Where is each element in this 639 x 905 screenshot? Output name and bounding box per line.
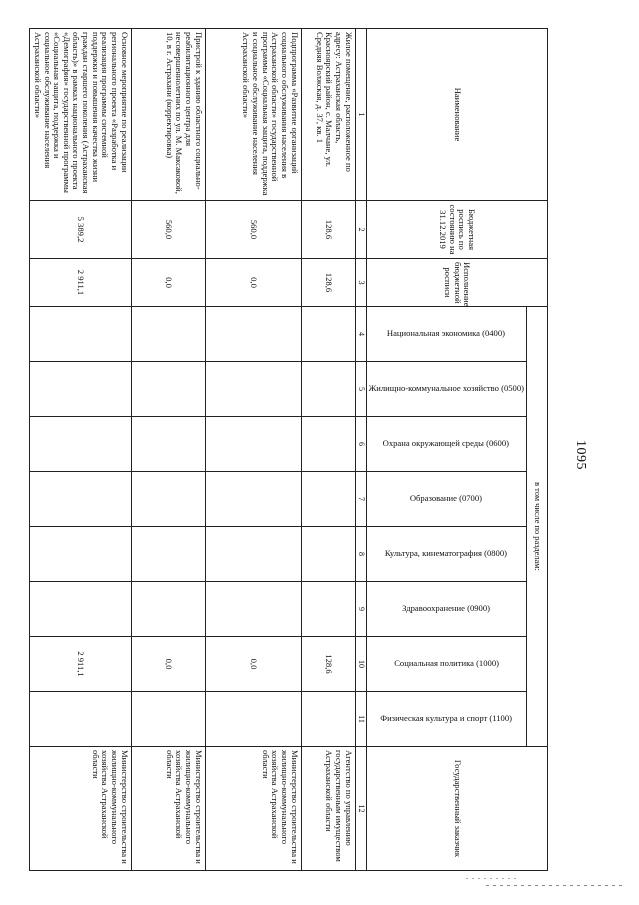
row-cell-0400 (205, 307, 301, 362)
row-execution: 2 911,1 (30, 259, 131, 307)
scan-artifact (466, 878, 516, 879)
header-section-0900-text: Здравоохранение (0900) (402, 603, 491, 614)
row-social: 128,6 (301, 637, 355, 692)
column-number: 6 (355, 417, 366, 472)
row-cell-0500 (205, 362, 301, 417)
row-cell-1100 (205, 692, 301, 747)
header-section-1100-text: Физическая культура и спорт (1100) (380, 713, 513, 724)
header-section-0800 (366, 527, 526, 582)
row-name: Основное мероприятие по реализации регионального проекта «Разработка и реализация программы системной поддержки и повышения качества жизни граждан старшего поколения (Астраханская область)» в рамках национального проекта «Демография» государственной программы «Социальная защита, поддержка и социальное обслуживание населения Астраханской области» (30, 29, 131, 201)
row-execution: 0,0 (205, 259, 301, 307)
column-number: 4 (355, 307, 366, 362)
column-number-row (355, 29, 366, 871)
budget-table (29, 28, 548, 871)
header-name: Наименование (366, 29, 547, 201)
row-cell-0600 (301, 417, 355, 472)
header-section-0400 (366, 307, 526, 362)
row-cell-1100 (131, 692, 205, 747)
header-section-0800-text: Культура, кинематография (0800) (385, 548, 508, 559)
row-cell-0400 (30, 307, 131, 362)
row-social: 0,0 (131, 637, 205, 692)
column-number: 11 (355, 692, 366, 747)
row-cell-0800 (30, 527, 131, 582)
row-cell-0500 (30, 362, 131, 417)
header-section-1000 (366, 637, 526, 692)
row-cell-0700 (205, 472, 301, 527)
row-cell-0700 (131, 472, 205, 527)
table-row (131, 29, 205, 871)
row-cell-0700 (30, 472, 131, 527)
rotated-table-container (32, 28, 548, 870)
header-section-0700 (366, 472, 526, 527)
row-customer: Министерство строительства и жилищно-коммунального хозяйства Астраханской области (131, 747, 205, 871)
header-row-1 (527, 29, 548, 871)
header-budget: Бюджетная роспись по состоянию на 31.12.2019 (366, 201, 547, 259)
header-execution: Исполнение бюджетной росписи (366, 259, 547, 307)
header-section-0900 (366, 582, 526, 637)
row-cell-0800 (205, 527, 301, 582)
row-name: Подпрограмма «Развитие организаций социального обслуживания населения в Астраханской области» государственной программы «Социальная защита, поддержка и социальное обслуживание населения Астраханской области» (205, 29, 301, 201)
row-cell-0800 (131, 527, 205, 582)
row-name: Пристрой к зданию областного социально-реабилитационного центра для несовершеннолетних по ул. М. Максаковой, 10, в г. Астрахани (корректировка) (131, 29, 205, 201)
column-number: 8 (355, 527, 366, 582)
row-budget: 560,0 (205, 201, 301, 259)
row-cell-0900 (301, 582, 355, 637)
header-section-0600-text: Охрана окружающей среды (0600) (383, 438, 510, 449)
column-number: 9 (355, 582, 366, 637)
row-cell-0900 (30, 582, 131, 637)
row-budget: 128,6 (301, 201, 355, 259)
row-social: 2 911,1 (30, 637, 131, 692)
header-sections-group: в том числе по разделам: (527, 307, 548, 747)
column-number: 1 (355, 29, 366, 201)
row-budget: 5 389,2 (30, 201, 131, 259)
row-cell-0600 (205, 417, 301, 472)
table-row (301, 29, 355, 871)
row-customer: Министерство строительства и жилищно-коммунального хозяйства Астраханской области (205, 747, 301, 871)
row-social: 0,0 (205, 637, 301, 692)
row-budget: 560,0 (131, 201, 205, 259)
header-section-0700-text: Образование (0700) (410, 493, 483, 504)
header-section-1000-text: Социальная политика (1000) (393, 658, 499, 669)
row-cell-0600 (30, 417, 131, 472)
header-section-0600 (366, 417, 526, 472)
column-number: 7 (355, 472, 366, 527)
column-number: 3 (355, 259, 366, 307)
page-number: 1095 (573, 440, 588, 470)
header-section-0400-text: Национальная экономика (0400) (387, 328, 506, 339)
scan-artifact (486, 885, 626, 886)
row-cell-0400 (131, 307, 205, 362)
row-cell-1100 (30, 692, 131, 747)
header-section-0500 (366, 362, 526, 417)
row-cell-0900 (131, 582, 205, 637)
row-name: Жилое помещение, расположенное по адресу: Астраханская область, Красноярский район, с. Малчане, ул. Средняя Волжская, д. 37, кв. 1 (301, 29, 355, 201)
column-number: 12 (355, 747, 366, 871)
header-customer: Государственный заказчик (366, 747, 547, 871)
row-customer: Министерство строительства и жилищно-коммунального хозяйства Астраханской области (30, 747, 131, 871)
header-section-1100 (366, 692, 526, 747)
column-number: 10 (355, 637, 366, 692)
row-cell-0500 (131, 362, 205, 417)
row-cell-0900 (205, 582, 301, 637)
table-row (30, 29, 131, 871)
column-number: 2 (355, 201, 366, 259)
header-section-0500-text: Жилищно-коммунальное хозяйство (0500) (368, 383, 524, 394)
column-number: 5 (355, 362, 366, 417)
row-customer: Агентство по управлению государственным имуществом Астраханской области (301, 747, 355, 871)
row-cell-0600 (131, 417, 205, 472)
row-cell-0500 (301, 362, 355, 417)
row-cell-0400 (301, 307, 355, 362)
row-cell-0800 (301, 527, 355, 582)
row-cell-1100 (301, 692, 355, 747)
row-execution: 0,0 (131, 259, 205, 307)
row-cell-0700 (301, 472, 355, 527)
row-execution: 128,6 (301, 259, 355, 307)
table-row (205, 29, 301, 871)
